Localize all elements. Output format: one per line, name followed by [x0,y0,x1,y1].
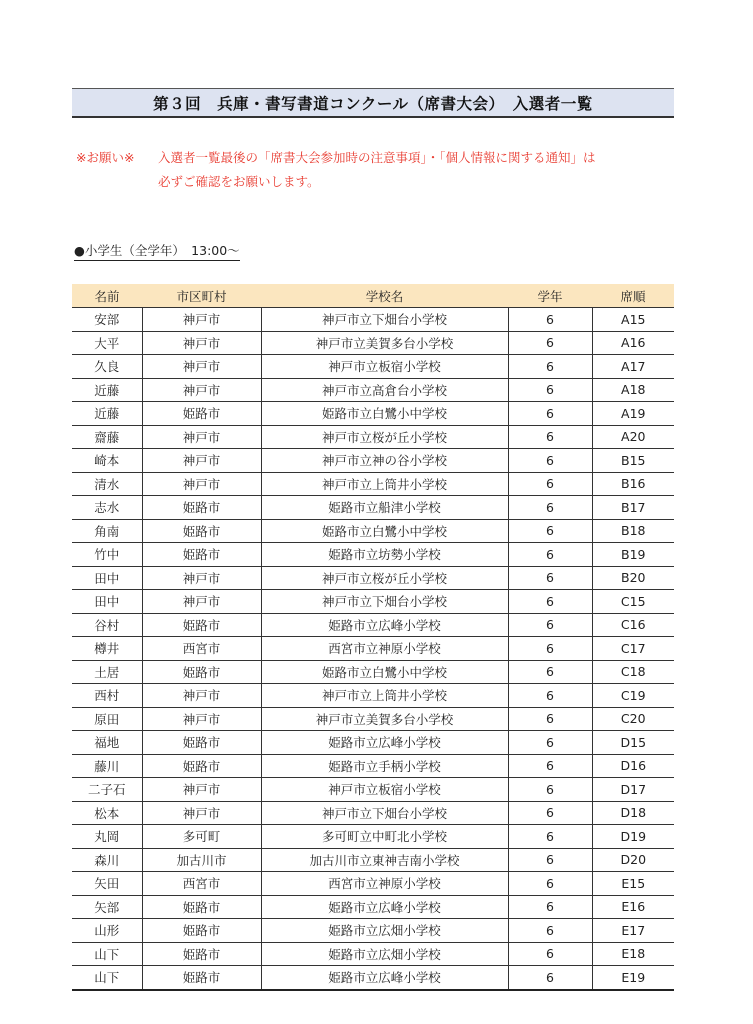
cell-school: 神戸市立上筒井小学校 [261,472,508,496]
cell-school: 西宮市立神原小学校 [261,637,508,661]
results-table [72,284,674,991]
cell-name: 福地 [72,731,142,755]
cell-school: 姫路市立広畑小学校 [261,942,508,966]
cell-seat: E18 [592,942,674,966]
table-row [72,731,674,755]
cell-seat: C18 [592,660,674,684]
table-row [72,660,674,684]
cell-name: 西村 [72,684,142,708]
cell-name: 二子石 [72,778,142,802]
cell-municipality: 姫路市 [142,519,261,543]
cell-grade: 6 [508,872,592,896]
cell-school: 加古川市立東神吉南小学校 [261,848,508,872]
table-row [72,378,674,402]
cell-school: 神戸市立板宿小学校 [261,778,508,802]
cell-school: 神戸市立美賀多台小学校 [261,331,508,355]
table-header-row [72,284,674,308]
cell-name: 矢部 [72,895,142,919]
cell-seat: B18 [592,519,674,543]
table-row [72,872,674,896]
cell-name: 田中 [72,566,142,590]
table-row [72,519,674,543]
cell-grade: 6 [508,590,592,614]
cell-school: 姫路市立広峰小学校 [261,731,508,755]
cell-municipality: 神戸市 [142,801,261,825]
cell-school: 神戸市立桜が丘小学校 [261,425,508,449]
table-body [72,308,674,990]
cell-grade: 6 [508,707,592,731]
table-row [72,449,674,473]
cell-municipality: 神戸市 [142,472,261,496]
cell-grade: 6 [508,801,592,825]
cell-seat: A15 [592,308,674,332]
cell-grade: 6 [508,660,592,684]
table-row [72,613,674,637]
table-row [72,566,674,590]
cell-municipality: 神戸市 [142,331,261,355]
cell-school: 姫路市立坊勢小学校 [261,543,508,567]
cell-school: 西宮市立神原小学校 [261,872,508,896]
cell-name: 大平 [72,331,142,355]
cell-name: 丸岡 [72,825,142,849]
cell-seat: D16 [592,754,674,778]
cell-seat: B19 [592,543,674,567]
cell-school: 神戸市立下畑台小学校 [261,308,508,332]
cell-name: 山下 [72,966,142,990]
cell-name: 土居 [72,660,142,684]
cell-grade: 6 [508,543,592,567]
cell-grade: 6 [508,778,592,802]
cell-name: 田中 [72,590,142,614]
cell-seat: A19 [592,402,674,426]
cell-grade: 6 [508,613,592,637]
cell-seat: A20 [592,425,674,449]
table-row [72,942,674,966]
cell-municipality: 姫路市 [142,660,261,684]
cell-seat: B16 [592,472,674,496]
cell-municipality: 姫路市 [142,402,261,426]
cell-name: 藤川 [72,754,142,778]
cell-municipality: 神戸市 [142,425,261,449]
cell-grade: 6 [508,378,592,402]
cell-school: 姫路市立手柄小学校 [261,754,508,778]
cell-name: 松本 [72,801,142,825]
cell-seat: B17 [592,496,674,520]
cell-grade: 6 [508,637,592,661]
cell-grade: 6 [508,425,592,449]
cell-grade: 6 [508,355,592,379]
cell-school: 姫路市立広峰小学校 [261,895,508,919]
cell-grade: 6 [508,754,592,778]
cell-grade: 6 [508,449,592,473]
cell-municipality: 神戸市 [142,590,261,614]
cell-name: 久良 [72,355,142,379]
cell-grade: 6 [508,895,592,919]
cell-school: 神戸市立上筒井小学校 [261,684,508,708]
table-row [72,543,674,567]
cell-municipality: 神戸市 [142,778,261,802]
cell-municipality: 姫路市 [142,895,261,919]
cell-grade: 6 [508,496,592,520]
cell-municipality: 姫路市 [142,496,261,520]
cell-school: 姫路市立白鷺小中学校 [261,519,508,543]
table-row [72,472,674,496]
cell-name: 近藤 [72,402,142,426]
cell-municipality: 西宮市 [142,872,261,896]
header-municipality: 市区町村 [142,284,261,308]
cell-seat: A16 [592,331,674,355]
cell-name: 山下 [72,942,142,966]
cell-grade: 6 [508,684,592,708]
cell-seat: B15 [592,449,674,473]
cell-seat: A18 [592,378,674,402]
cell-school: 神戸市立下畑台小学校 [261,590,508,614]
cell-school: 姫路市立広峰小学校 [261,966,508,990]
table-row [72,402,674,426]
cell-school: 神戸市立桜が丘小学校 [261,566,508,590]
cell-school: 神戸市立高倉台小学校 [261,378,508,402]
cell-municipality: 姫路市 [142,942,261,966]
cell-seat: D15 [592,731,674,755]
cell-school: 神戸市立下畑台小学校 [261,801,508,825]
cell-name: 崎本 [72,449,142,473]
cell-grade: 6 [508,942,592,966]
cell-seat: D17 [592,778,674,802]
cell-seat: C19 [592,684,674,708]
cell-name: 齋藤 [72,425,142,449]
cell-municipality: 姫路市 [142,919,261,943]
table-row [72,895,674,919]
table-row [72,707,674,731]
header-grade: 学年 [508,284,592,308]
cell-municipality: 西宮市 [142,637,261,661]
cell-school: 姫路市立船津小学校 [261,496,508,520]
cell-seat: C17 [592,637,674,661]
cell-seat: E16 [592,895,674,919]
cell-municipality: 神戸市 [142,566,261,590]
cell-seat: B20 [592,566,674,590]
cell-grade: 6 [508,331,592,355]
cell-municipality: 加古川市 [142,848,261,872]
table-row [72,355,674,379]
cell-seat: E19 [592,966,674,990]
cell-name: 森川 [72,848,142,872]
cell-school: 神戸市立美賀多台小学校 [261,707,508,731]
cell-name: 竹中 [72,543,142,567]
cell-name: 角南 [72,519,142,543]
cell-school: 多可町立中町北小学校 [261,825,508,849]
cell-seat: D18 [592,801,674,825]
cell-grade: 6 [508,848,592,872]
cell-name: 近藤 [72,378,142,402]
table-row [72,966,674,990]
header-name: 名前 [72,284,142,308]
cell-name: 清水 [72,472,142,496]
cell-municipality: 姫路市 [142,966,261,990]
cell-municipality: 神戸市 [142,707,261,731]
cell-municipality: 神戸市 [142,308,261,332]
table-row [72,496,674,520]
cell-municipality: 姫路市 [142,731,261,755]
cell-name: 山形 [72,919,142,943]
cell-seat: D19 [592,825,674,849]
table-row [72,848,674,872]
cell-seat: A17 [592,355,674,379]
cell-municipality: 姫路市 [142,754,261,778]
cell-grade: 6 [508,825,592,849]
cell-name: 矢田 [72,872,142,896]
cell-grade: 6 [508,566,592,590]
cell-municipality: 多可町 [142,825,261,849]
cell-seat: E15 [592,872,674,896]
cell-grade: 6 [508,731,592,755]
cell-school: 姫路市立白鷺小中学校 [261,660,508,684]
table-row [72,331,674,355]
cell-municipality: 神戸市 [142,684,261,708]
table-row [72,825,674,849]
cell-name: 原田 [72,707,142,731]
table-row [72,801,674,825]
table-row [72,684,674,708]
notice-label: ※お願い※ [76,150,135,165]
cell-grade: 6 [508,966,592,990]
table-row [72,590,674,614]
cell-name: 谷村 [72,613,142,637]
cell-school: 姫路市立広峰小学校 [261,613,508,637]
cell-municipality: 姫路市 [142,613,261,637]
cell-grade: 6 [508,402,592,426]
table-row [72,754,674,778]
page-title: 第３回 兵庫・書写書道コンクール（席書大会） 入選者一覧 [72,88,674,118]
cell-school: 姫路市立広畑小学校 [261,919,508,943]
cell-seat: E17 [592,919,674,943]
cell-grade: 6 [508,519,592,543]
cell-name: 樽井 [72,637,142,661]
cell-school: 姫路市立白鷺小中学校 [261,402,508,426]
cell-school: 神戸市立板宿小学校 [261,355,508,379]
cell-name: 安部 [72,308,142,332]
section-heading: ●小学生（全学年） 13:00～ [74,241,240,261]
table-row [72,919,674,943]
notice [76,146,676,194]
cell-municipality: 姫路市 [142,543,261,567]
header-school: 学校名 [261,284,508,308]
cell-name: 志水 [72,496,142,520]
cell-school: 神戸市立神の谷小学校 [261,449,508,473]
header-seat: 席順 [592,284,674,308]
cell-seat: C16 [592,613,674,637]
cell-seat: C15 [592,590,674,614]
table-row [72,637,674,661]
cell-seat: D20 [592,848,674,872]
table-row [72,425,674,449]
cell-grade: 6 [508,919,592,943]
cell-municipality: 神戸市 [142,378,261,402]
cell-grade: 6 [508,308,592,332]
cell-municipality: 神戸市 [142,355,261,379]
notice-line-1: 入選者一覧最後の「席書大会参加時の注意事項」・「個人情報に関する通知」は [158,150,596,165]
cell-municipality: 神戸市 [142,449,261,473]
cell-seat: C20 [592,707,674,731]
table-row [72,308,674,332]
notice-line-2: 必ずご確認をお願いします。 [158,174,320,189]
cell-grade: 6 [508,472,592,496]
table-row [72,778,674,802]
